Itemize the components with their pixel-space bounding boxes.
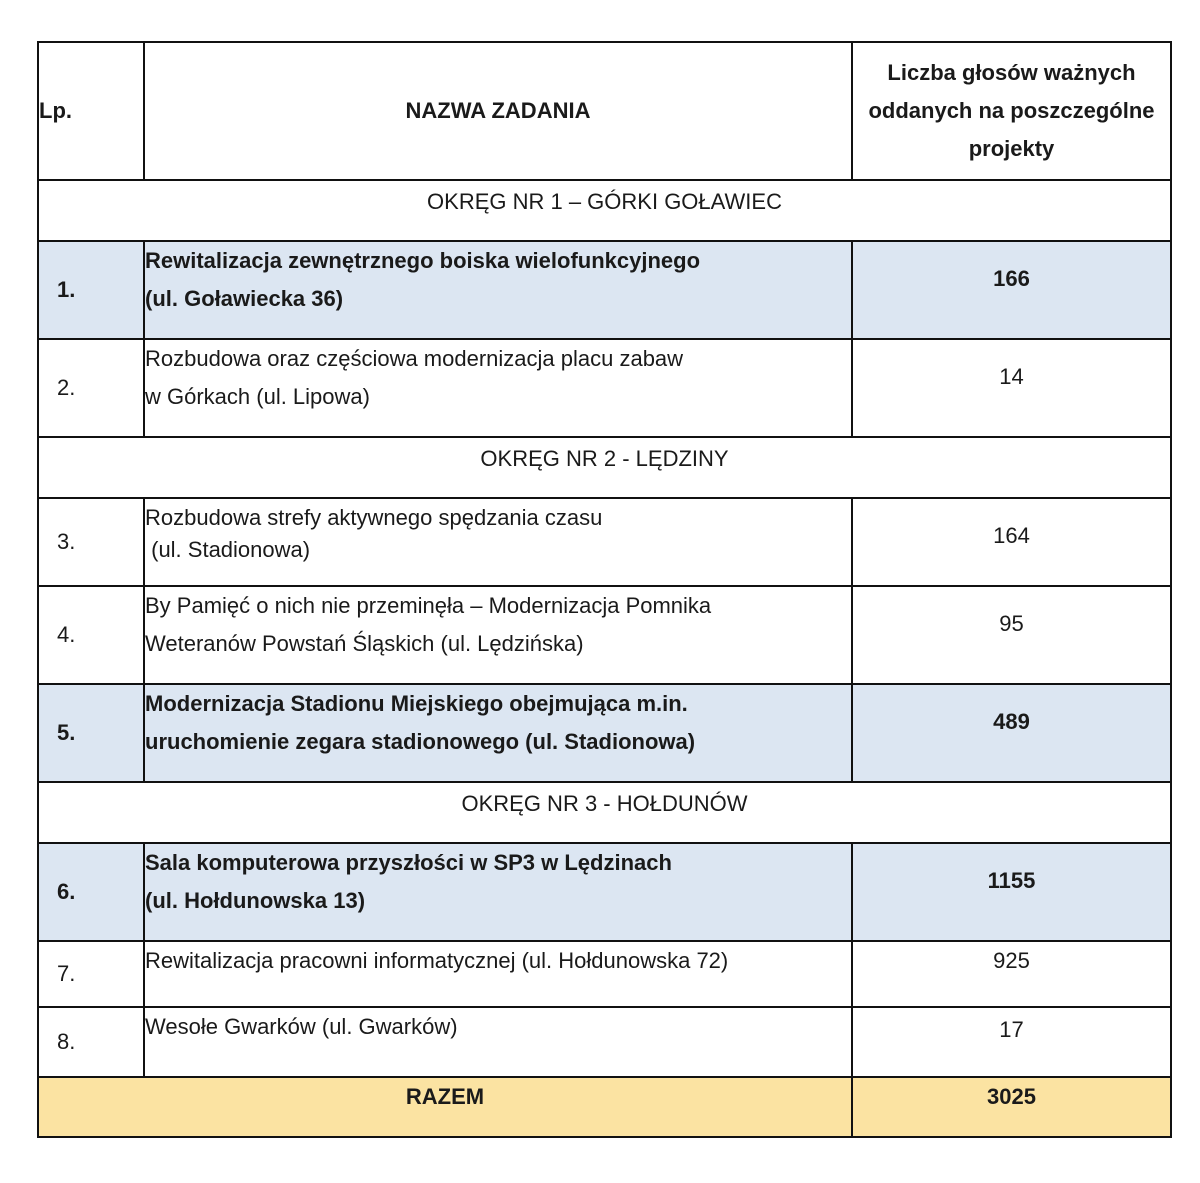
- row-lp: 2.: [38, 339, 144, 437]
- row-name: [144, 843, 852, 941]
- row-votes: 1155: [852, 843, 1171, 941]
- row-name-line2: (ul. Goławiecka 36): [145, 286, 344, 311]
- district-title: OKRĘG NR 1 – GÓRKI GOŁAWIEC: [38, 180, 1171, 241]
- total-row: [38, 1077, 1171, 1137]
- row-lp: 6.: [38, 843, 144, 941]
- district-row: [38, 782, 1171, 843]
- total-votes: 3025: [852, 1077, 1171, 1137]
- table-header-row: [38, 42, 1171, 180]
- district-row: [38, 180, 1171, 241]
- row-name-line1: Wesołe Gwarków (ul. Gwarków): [145, 1014, 458, 1039]
- table-row: [38, 586, 1171, 684]
- district-title: OKRĘG NR 3 - HOŁDUNÓW: [38, 782, 1171, 843]
- row-name-line1: Rewitalizacja pracowni informatycznej (ul. Hołdunowska 72): [145, 948, 729, 973]
- row-name-line2: w Górkach (ul. Lipowa): [145, 384, 370, 409]
- row-name-line2: Weteranów Powstań Śląskich (ul. Lędzińska): [145, 631, 584, 656]
- header-lp: Lp.: [38, 42, 144, 180]
- row-lp: 8.: [38, 1007, 144, 1077]
- row-name-line2: (ul. Hołdunowska 13): [145, 888, 366, 913]
- row-votes: 14: [852, 339, 1171, 437]
- row-name-line2: uruchomienie zegara stadionowego (ul. Stadionowa): [145, 729, 696, 754]
- row-name-line1: Modernizacja Stadionu Miejskiego obejmująca m.in.: [145, 691, 688, 716]
- header-votes: Liczba głosów ważnych oddanych na poszczególne projekty: [852, 42, 1171, 180]
- row-name-line1: Rozbudowa oraz częściowa modernizacja placu zabaw: [145, 346, 684, 371]
- row-lp: 5.: [38, 684, 144, 782]
- results-table: [37, 41, 1172, 1138]
- row-lp: 3.: [38, 498, 144, 586]
- row-name: [144, 498, 852, 586]
- row-lp: 4.: [38, 586, 144, 684]
- row-votes: 166: [852, 241, 1171, 339]
- row-name-line2: (ul. Stadionowa): [145, 537, 311, 562]
- total-label: RAZEM: [38, 1077, 852, 1137]
- row-name-line1: Rewitalizacja zewnętrznego boiska wielofunkcyjnego: [145, 248, 701, 273]
- district-title: OKRĘG NR 2 - LĘDZINY: [38, 437, 1171, 498]
- table-row: [38, 684, 1171, 782]
- header-name: NAZWA ZADANIA: [144, 42, 852, 180]
- row-name: [144, 339, 852, 437]
- row-name-line1: Sala komputerowa przyszłości w SP3 w Lędzinach: [145, 850, 672, 875]
- table-row: [38, 1007, 1171, 1077]
- row-name: [144, 241, 852, 339]
- table-row: [38, 843, 1171, 941]
- row-votes: 95: [852, 586, 1171, 684]
- table-row: [38, 941, 1171, 1007]
- row-name: [144, 1007, 852, 1077]
- row-name-line1: By Pamięć o nich nie przeminęła – Modernizacja Pomnika: [145, 593, 712, 618]
- row-votes: 489: [852, 684, 1171, 782]
- row-votes: 164: [852, 498, 1171, 586]
- table-row: [38, 498, 1171, 586]
- row-lp: 7.: [38, 941, 144, 1007]
- table-row: [38, 339, 1171, 437]
- district-row: [38, 437, 1171, 498]
- row-name: [144, 941, 852, 1007]
- row-lp: 1.: [38, 241, 144, 339]
- row-name: [144, 684, 852, 782]
- row-name: [144, 586, 852, 684]
- row-votes: 925: [852, 941, 1171, 1007]
- row-name-line1: Rozbudowa strefy aktywnego spędzania czasu: [145, 505, 603, 530]
- row-votes: 17: [852, 1007, 1171, 1077]
- table-row: [38, 241, 1171, 339]
